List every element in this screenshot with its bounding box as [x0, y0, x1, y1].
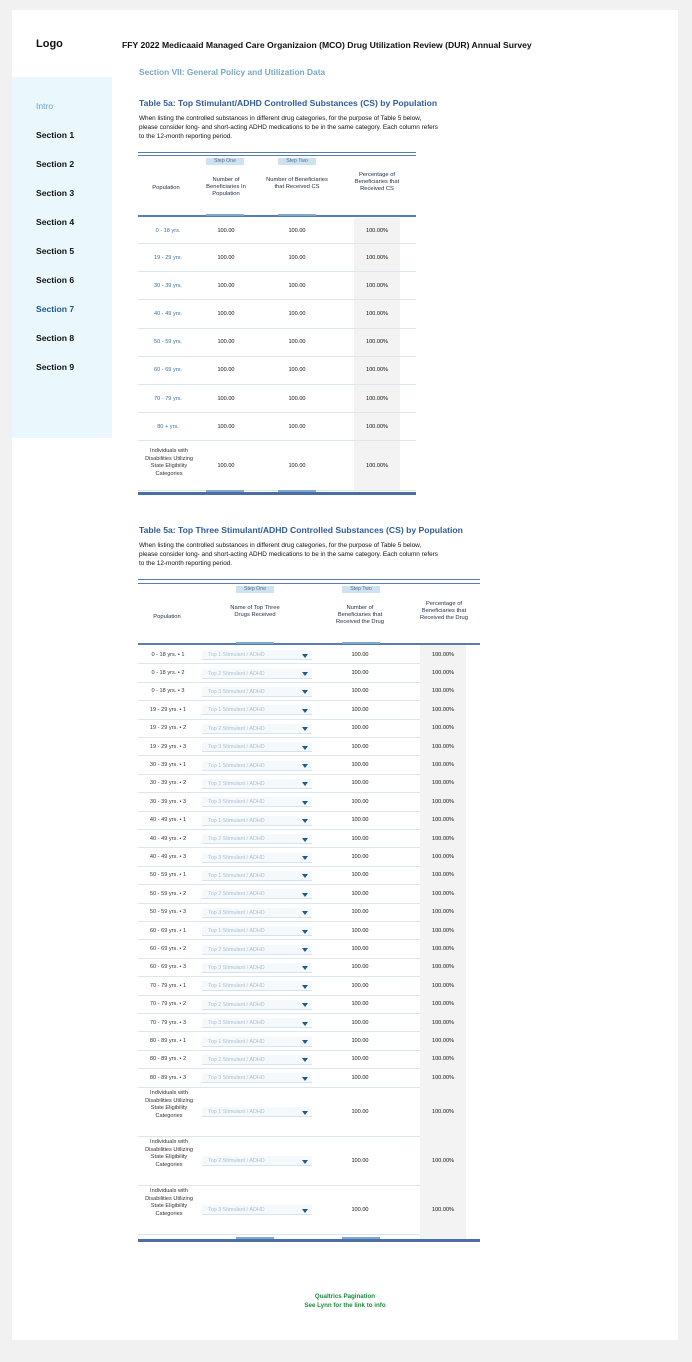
table1-description: When listing the controlled substances in different drug categories, for the purpose of Table 5 below, please consider long- and short-acting ADHD medications to be in the same category. Each column refers to the 12-month reporting period.	[139, 115, 438, 140]
chevron-down-icon	[302, 654, 308, 658]
percentage-value: 100.00%	[365, 423, 389, 430]
population-label: 0 - 18 yrs. • 2	[151, 670, 185, 677]
table1-top-rule	[138, 152, 416, 153]
chevron-down-icon	[302, 690, 308, 694]
table-row	[138, 300, 416, 328]
beneficiaries-value[interactable]: 100.00	[351, 725, 369, 732]
percentage-value: 100.00%	[431, 1001, 455, 1008]
population-label: 70 - 79 yrs.	[154, 395, 182, 402]
beneficiaries-value[interactable]: 100.00	[351, 1019, 369, 1026]
drug-select-placeholder: Top 3 Stimulant / ADHD	[208, 854, 265, 861]
drug-select-placeholder: Top 2 Stimulant / ADHD	[208, 780, 265, 787]
beneficiaries-value[interactable]: 100.00	[351, 1074, 369, 1081]
chevron-down-icon	[302, 1209, 308, 1213]
received-cs-value[interactable]: 100.00	[288, 339, 306, 346]
population-label: Individuals with Disabilities Utilizing State Eligibility Categories	[145, 1188, 193, 1217]
survey-title: FFY 2022 Medicaaid Managed Care Organizaion (MCO) Drug Utilization Review (DUR) Annual Survey	[122, 40, 532, 50]
percentage-value: 100.00%	[365, 227, 389, 234]
sidebar-item-intro[interactable]: Intro	[36, 101, 54, 111]
population-label: 19 - 29 yrs. • 1	[149, 706, 187, 713]
drug-select[interactable]	[202, 963, 312, 973]
table-row	[138, 830, 455, 848]
sidebar-item-section-6[interactable]: Section 6	[36, 275, 75, 285]
table2-percentage-column-bg	[420, 645, 466, 1239]
percentage-value: 100.00%	[365, 339, 389, 346]
table-row	[138, 1137, 455, 1186]
drug-select[interactable]	[202, 1156, 312, 1166]
beneficiaries-value[interactable]: 100.00	[351, 964, 369, 971]
percentage-value: 100.00%	[431, 1056, 455, 1063]
beneficiaries-value[interactable]: 100.00	[351, 743, 369, 750]
beneficiaries-value[interactable]: 100.00	[217, 254, 235, 261]
table2	[138, 579, 480, 1244]
beneficiaries-value[interactable]: 100.00	[351, 1038, 369, 1045]
table2-step-two-tag: Step Two	[342, 586, 380, 593]
beneficiaries-value[interactable]: 100.00	[351, 762, 369, 769]
table-row	[138, 1032, 455, 1050]
drug-select[interactable]	[202, 650, 312, 660]
population-label: 50 - 59 yrs. • 1	[149, 872, 187, 879]
population-label: 0 - 18 yrs.	[155, 227, 181, 234]
beneficiaries-value[interactable]: 100.00	[351, 670, 369, 677]
percentage-value: 100.00%	[431, 1157, 455, 1164]
chevron-down-icon	[302, 966, 308, 970]
drug-select[interactable]	[202, 908, 312, 918]
percentage-value: 100.00%	[431, 1206, 455, 1213]
drug-select-placeholder: Top 2 Stimulant / ADHD	[208, 891, 265, 898]
drug-select-placeholder: Top 2 Stimulant / ADHD	[208, 1158, 265, 1165]
beneficiaries-value[interactable]: 100.00	[351, 817, 369, 824]
drug-select[interactable]	[202, 926, 312, 936]
drug-select-placeholder: Top 2 Stimulant / ADHD	[208, 670, 265, 677]
table2-header-rule	[138, 643, 480, 645]
drug-select[interactable]	[202, 742, 312, 752]
population-label: 50 - 59 yrs. • 2	[149, 890, 187, 897]
chevron-down-icon	[302, 856, 308, 860]
table1-step-two-marker	[278, 214, 316, 216]
table-row	[138, 329, 416, 357]
beneficiaries-value[interactable]: 100.00	[217, 310, 235, 317]
population-label: 50 - 59 yrs.	[154, 339, 182, 346]
drug-select-placeholder: Top 1 Stimulant / ADHD	[208, 762, 265, 769]
chevron-down-icon	[302, 764, 308, 768]
population-label: 40 - 49 yrs. • 3	[149, 854, 187, 861]
beneficiaries-value[interactable]: 100.00	[217, 395, 235, 402]
beneficiaries-value[interactable]: 100.00	[351, 1206, 369, 1213]
population-label: 60 - 69 yrs. • 1	[149, 927, 187, 934]
drug-select-placeholder: Top 2 Stimulant / ADHD	[208, 725, 265, 732]
table-row	[138, 218, 416, 244]
table-row	[138, 413, 416, 441]
received-cs-value[interactable]: 100.00	[288, 282, 306, 289]
table-row	[138, 1014, 455, 1032]
chevron-down-icon	[302, 874, 308, 878]
population-label: 19 - 29 yrs. • 3	[149, 743, 187, 750]
drug-select-placeholder: Top 3 Stimulant / ADHD	[208, 744, 265, 751]
percentage-value: 100.00%	[431, 964, 455, 971]
drug-select-placeholder: Top 1 Stimulant / ADHD	[208, 817, 265, 824]
table1-header-percentage: Percentage of Beneficiaries that Received CS	[354, 172, 400, 193]
population-label: 60 - 69 yrs.	[154, 367, 182, 374]
drug-select-placeholder: Top 3 Stimulant / ADHD	[208, 1207, 265, 1214]
beneficiaries-value[interactable]: 100.00	[351, 909, 369, 916]
drug-select-placeholder: Top 1 Stimulant / ADHD	[208, 707, 265, 714]
survey-page	[12, 10, 678, 1340]
section-heading: Section VII: General Policy and Utilization Data	[139, 67, 326, 77]
percentage-value: 100.00%	[365, 367, 389, 374]
table1-header-rule	[138, 215, 416, 217]
percentage-value: 100.00%	[431, 854, 455, 861]
beneficiaries-value[interactable]: 100.00	[351, 1001, 369, 1008]
population-label: 30 - 39 yrs. • 3	[149, 798, 187, 805]
chevron-down-icon	[302, 930, 308, 934]
drug-select-placeholder: Top 3 Stimulant / ADHD	[208, 909, 265, 916]
sidebar-item-section-3[interactable]: Section 3	[36, 188, 75, 198]
sidebar-item-section-2[interactable]: Section 2	[36, 159, 75, 169]
percentage-value: 100.00%	[431, 688, 455, 695]
population-label: 80 + yrs.	[157, 423, 179, 430]
table-row	[138, 996, 455, 1014]
table2-header-percentage: Percentage of Beneficiaries that Received the Drug	[419, 601, 468, 622]
population-label: 80 - 89 yrs. • 3	[149, 1074, 187, 1081]
beneficiaries-value[interactable]: 100.00	[351, 1157, 369, 1164]
beneficiaries-value[interactable]: 100.00	[351, 780, 369, 787]
beneficiaries-value[interactable]: 100.00	[217, 423, 235, 430]
table-row	[138, 885, 455, 903]
percentage-value: 100.00%	[431, 1038, 455, 1045]
drug-select[interactable]	[202, 816, 312, 826]
table1-header-population: Population	[152, 185, 180, 191]
table1-step-two-tag: Step Two	[278, 158, 316, 165]
drug-select-placeholder: Top 1 Stimulant / ADHD	[208, 1109, 265, 1116]
chevron-down-icon	[302, 948, 308, 952]
table-row	[138, 244, 416, 272]
beneficiaries-value[interactable]: 100.00	[351, 890, 369, 897]
table-row	[138, 959, 455, 977]
drug-select-placeholder: Top 3 Stimulant / ADHD	[208, 964, 265, 971]
table-row	[138, 1186, 455, 1235]
chevron-down-icon	[302, 1058, 308, 1062]
table2-header-drug-name: Name of Top Three Drugs Received	[230, 605, 280, 619]
sidebar-item-section-8[interactable]: Section 8	[36, 333, 75, 343]
beneficiaries-value[interactable]: 100.00	[217, 282, 235, 289]
table1-header-beneficiaries: Number of Beneficiaries In Population	[206, 177, 246, 198]
table-row	[138, 775, 455, 793]
table-row	[138, 848, 455, 866]
table-row	[138, 977, 455, 995]
population-label: 50 - 59 yrs. • 3	[149, 909, 187, 916]
beneficiaries-value[interactable]: 100.00	[217, 227, 235, 234]
percentage-value: 100.00%	[431, 890, 455, 897]
chevron-down-icon	[302, 709, 308, 713]
table2-top-rule-2	[138, 583, 480, 584]
table-row	[138, 738, 455, 756]
population-label: 60 - 69 yrs. • 2	[149, 946, 187, 953]
chevron-down-icon	[302, 801, 308, 805]
drug-select[interactable]	[202, 1055, 312, 1065]
chevron-down-icon	[302, 782, 308, 786]
chevron-down-icon	[302, 746, 308, 750]
table1-step-one-tag: Step One	[206, 158, 244, 165]
drug-select[interactable]	[202, 889, 312, 899]
table-row	[138, 1051, 455, 1069]
population-label: 80 - 89 yrs. • 1	[149, 1038, 187, 1045]
drug-select-placeholder: Top 2 Stimulant / ADHD	[208, 1056, 265, 1063]
beneficiaries-value[interactable]: 100.00	[351, 854, 369, 861]
percentage-value: 100.00%	[431, 835, 455, 842]
sidebar-item-section-4[interactable]: Section 4	[36, 217, 75, 227]
received-cs-value[interactable]: 100.00	[288, 227, 306, 234]
beneficiaries-value[interactable]: 100.00	[351, 651, 369, 658]
table-row	[138, 812, 455, 830]
population-label: 30 - 39 yrs.	[154, 282, 182, 289]
pagination-note	[12, 1293, 678, 1310]
population-label: Individuals with Disabilities Utilizing State Eligibility Categories	[145, 1090, 193, 1119]
beneficiaries-value[interactable]: 100.00	[217, 339, 235, 346]
drug-select-placeholder: Top 3 Stimulant / ADHD	[208, 799, 265, 806]
drug-select[interactable]	[202, 1205, 312, 1215]
received-cs-value[interactable]: 100.00	[288, 367, 306, 374]
table-row	[138, 441, 416, 491]
beneficiaries-value[interactable]: 100.00	[351, 872, 369, 879]
percentage-value: 100.00%	[431, 706, 455, 713]
table-row	[138, 272, 416, 300]
table-row	[138, 720, 455, 738]
percentage-value: 100.00%	[431, 725, 455, 732]
population-label: 30 - 39 yrs. • 1	[149, 762, 187, 769]
drug-select-placeholder: Top 1 Stimulant / ADHD	[208, 983, 265, 990]
drug-select-placeholder: Top 1 Stimulant / ADHD	[208, 652, 265, 659]
percentage-value: 100.00%	[431, 909, 455, 916]
table-row	[138, 664, 455, 682]
percentage-value: 100.00%	[365, 462, 389, 469]
table-row	[138, 1088, 455, 1137]
chevron-down-icon	[302, 1160, 308, 1164]
drug-select[interactable]	[202, 945, 312, 955]
population-label: Individuals with Disabilities Utilizing State Eligibility Categories	[145, 448, 193, 477]
chevron-down-icon	[302, 985, 308, 989]
table2-top-rule	[138, 579, 480, 580]
percentage-value: 100.00%	[431, 1108, 455, 1115]
chevron-down-icon	[302, 893, 308, 897]
received-cs-value[interactable]: 100.00	[288, 310, 306, 317]
chevron-down-icon	[302, 727, 308, 731]
beneficiaries-value[interactable]: 100.00	[351, 706, 369, 713]
drug-select[interactable]	[202, 871, 312, 881]
table-row	[138, 357, 416, 385]
drug-select[interactable]	[202, 779, 312, 789]
logo: Logo	[36, 38, 63, 50]
percentage-value: 100.00%	[431, 780, 455, 787]
drug-select[interactable]	[202, 797, 312, 807]
population-label: 40 - 49 yrs. • 2	[149, 835, 187, 842]
drug-select[interactable]	[202, 1018, 312, 1028]
drug-select[interactable]	[202, 669, 312, 679]
beneficiaries-value[interactable]: 100.00	[351, 1056, 369, 1063]
sidebar-item-section-1[interactable]: Section 1	[36, 130, 75, 140]
sidebar-nav	[12, 77, 112, 438]
chevron-down-icon	[302, 1077, 308, 1081]
drug-select-placeholder: Top 1 Stimulant / ADHD	[208, 872, 265, 879]
chevron-down-icon	[302, 1111, 308, 1115]
drug-select-placeholder: Top 1 Stimulant / ADHD	[208, 1038, 265, 1045]
table-row	[138, 940, 455, 958]
chevron-down-icon	[302, 911, 308, 915]
table-row	[138, 683, 455, 701]
beneficiaries-value[interactable]: 100.00	[351, 798, 369, 805]
population-label: 40 - 49 yrs. • 1	[149, 817, 187, 824]
percentage-value: 100.00%	[431, 817, 455, 824]
sidebar-item-section-9[interactable]: Section 9	[36, 362, 75, 372]
chevron-down-icon	[302, 1003, 308, 1007]
percentage-value: 100.00%	[365, 310, 389, 317]
drug-select-placeholder: Top 1 Stimulant / ADHD	[208, 928, 265, 935]
drug-select[interactable]	[202, 705, 312, 715]
drug-select[interactable]	[202, 761, 312, 771]
pagination-link-note: See Lynn for the link to info	[304, 1301, 386, 1309]
population-label: 60 - 69 yrs. • 3	[149, 964, 187, 971]
table-row	[138, 793, 455, 811]
table-row	[138, 1069, 455, 1087]
percentage-value: 100.00%	[431, 946, 455, 953]
table2-title: Table 5a: Top Three Stimulant/ADHD Controlled Substances (CS) by Population	[139, 525, 463, 535]
drug-select[interactable]	[202, 1107, 312, 1117]
percentage-value: 100.00%	[431, 762, 455, 769]
beneficiaries-value[interactable]: 100.00	[351, 688, 369, 695]
drug-select[interactable]	[202, 1073, 312, 1083]
chevron-down-icon	[302, 672, 308, 676]
drug-select[interactable]	[202, 1000, 312, 1010]
pagination-label: Qualtrics Pagination	[314, 1293, 376, 1300]
received-cs-value[interactable]: 100.00	[288, 254, 306, 261]
beneficiaries-value[interactable]: 100.00	[351, 927, 369, 934]
chevron-down-icon	[302, 1040, 308, 1044]
table1-bottom-bar	[138, 492, 416, 495]
drug-select-placeholder: Top 2 Stimulant / ADHD	[208, 836, 265, 843]
table1-step-one-marker	[206, 214, 244, 216]
drug-select-placeholder: Top 3 Stimulant / ADHD	[208, 688, 265, 695]
drug-select-placeholder: Top 2 Stimulant / ADHD	[208, 946, 265, 953]
drug-select-placeholder: Top 2 Stimulant / ADHD	[208, 1001, 265, 1008]
population-label: 80 - 89 yrs. • 2	[149, 1056, 187, 1063]
beneficiaries-value[interactable]: 100.00	[351, 1108, 369, 1115]
beneficiaries-value[interactable]: 100.00	[217, 462, 235, 469]
drug-select[interactable]	[202, 687, 312, 697]
drug-select-placeholder: Top 3 Stimulant / ADHD	[208, 1075, 265, 1082]
received-cs-value[interactable]: 100.00	[288, 462, 306, 469]
drug-select[interactable]	[202, 981, 312, 991]
beneficiaries-value[interactable]: 100.00	[351, 946, 369, 953]
table1-title: Table 5a: Top Stimulant/ADHD Controlled Substances (CS) by Population	[139, 98, 438, 108]
percentage-value: 100.00%	[365, 395, 389, 402]
table-row	[138, 701, 455, 719]
chevron-down-icon	[302, 1022, 308, 1026]
percentage-value: 100.00%	[431, 1074, 455, 1081]
population-label: 40 - 49 yrs.	[154, 310, 182, 317]
table-row	[138, 904, 455, 922]
chevron-down-icon	[302, 819, 308, 823]
sidebar-item-section-5[interactable]: Section 5	[36, 246, 75, 256]
chevron-down-icon	[302, 838, 308, 842]
table2-bottom-bar	[138, 1239, 480, 1242]
table2-description: When listing the controlled substances in different drug categories, for the purpose of Table 5 below, please consider long- and short-acting ADHD medications to be in the same category. Each column refers to the 12-month reporting period.	[139, 542, 438, 567]
drug-select-placeholder: Top 3 Stimulant / ADHD	[208, 1020, 265, 1027]
population-label: 70 - 79 yrs. • 2	[149, 1001, 187, 1008]
beneficiaries-value[interactable]: 100.00	[351, 835, 369, 842]
drug-select[interactable]	[202, 1037, 312, 1047]
table-row	[138, 756, 455, 774]
table-row	[138, 385, 416, 413]
beneficiaries-value[interactable]: 100.00	[217, 367, 235, 374]
percentage-value: 100.00%	[431, 982, 455, 989]
table1	[138, 152, 416, 497]
population-label: 19 - 29 yrs. • 2	[149, 725, 187, 732]
percentage-value: 100.00%	[431, 927, 455, 934]
percentage-value: 100.00%	[431, 798, 455, 805]
table2-header-beneficiaries: Number of Beneficiaries that Received the Drug	[335, 605, 384, 626]
population-label: 0 - 18 yrs. • 3	[151, 688, 185, 695]
percentage-value: 100.00%	[431, 670, 455, 677]
table1-top-rule-2	[138, 155, 416, 156]
percentage-value: 100.00%	[365, 282, 389, 289]
table-row	[138, 922, 455, 940]
table1-header-received-cs: Number of Beneficiaries that Received CS	[266, 177, 328, 191]
percentage-value: 100.00%	[431, 872, 455, 879]
table2-step-one-marker	[236, 642, 274, 644]
population-label: 19 - 29 yrs.	[154, 254, 182, 261]
population-label: 70 - 79 yrs. • 1	[149, 982, 187, 989]
drug-select[interactable]	[202, 853, 312, 863]
drug-select[interactable]	[202, 724, 312, 734]
percentage-value: 100.00%	[431, 651, 455, 658]
drug-select[interactable]	[202, 834, 312, 844]
table2-step-two-marker	[342, 642, 380, 644]
percentage-value: 100.00%	[365, 254, 389, 261]
percentage-value: 100.00%	[431, 743, 455, 750]
received-cs-value[interactable]: 100.00	[288, 423, 306, 430]
received-cs-value[interactable]: 100.00	[288, 395, 306, 402]
table2-step-one-tag: Step One	[236, 586, 274, 593]
table-row	[138, 646, 455, 664]
population-label: 0 - 18 yrs. • 1	[151, 651, 185, 658]
table-row	[138, 867, 455, 885]
table2-header-population: Population	[153, 614, 181, 620]
percentage-value: 100.00%	[431, 1019, 455, 1026]
population-label: Individuals with Disabilities Utilizing State Eligibility Categories	[145, 1139, 193, 1168]
beneficiaries-value[interactable]: 100.00	[351, 982, 369, 989]
population-label: 70 - 79 yrs. • 3	[149, 1019, 187, 1026]
sidebar-item-section-7[interactable]: Section 7	[36, 304, 75, 314]
population-label: 30 - 39 yrs. • 2	[149, 780, 187, 787]
